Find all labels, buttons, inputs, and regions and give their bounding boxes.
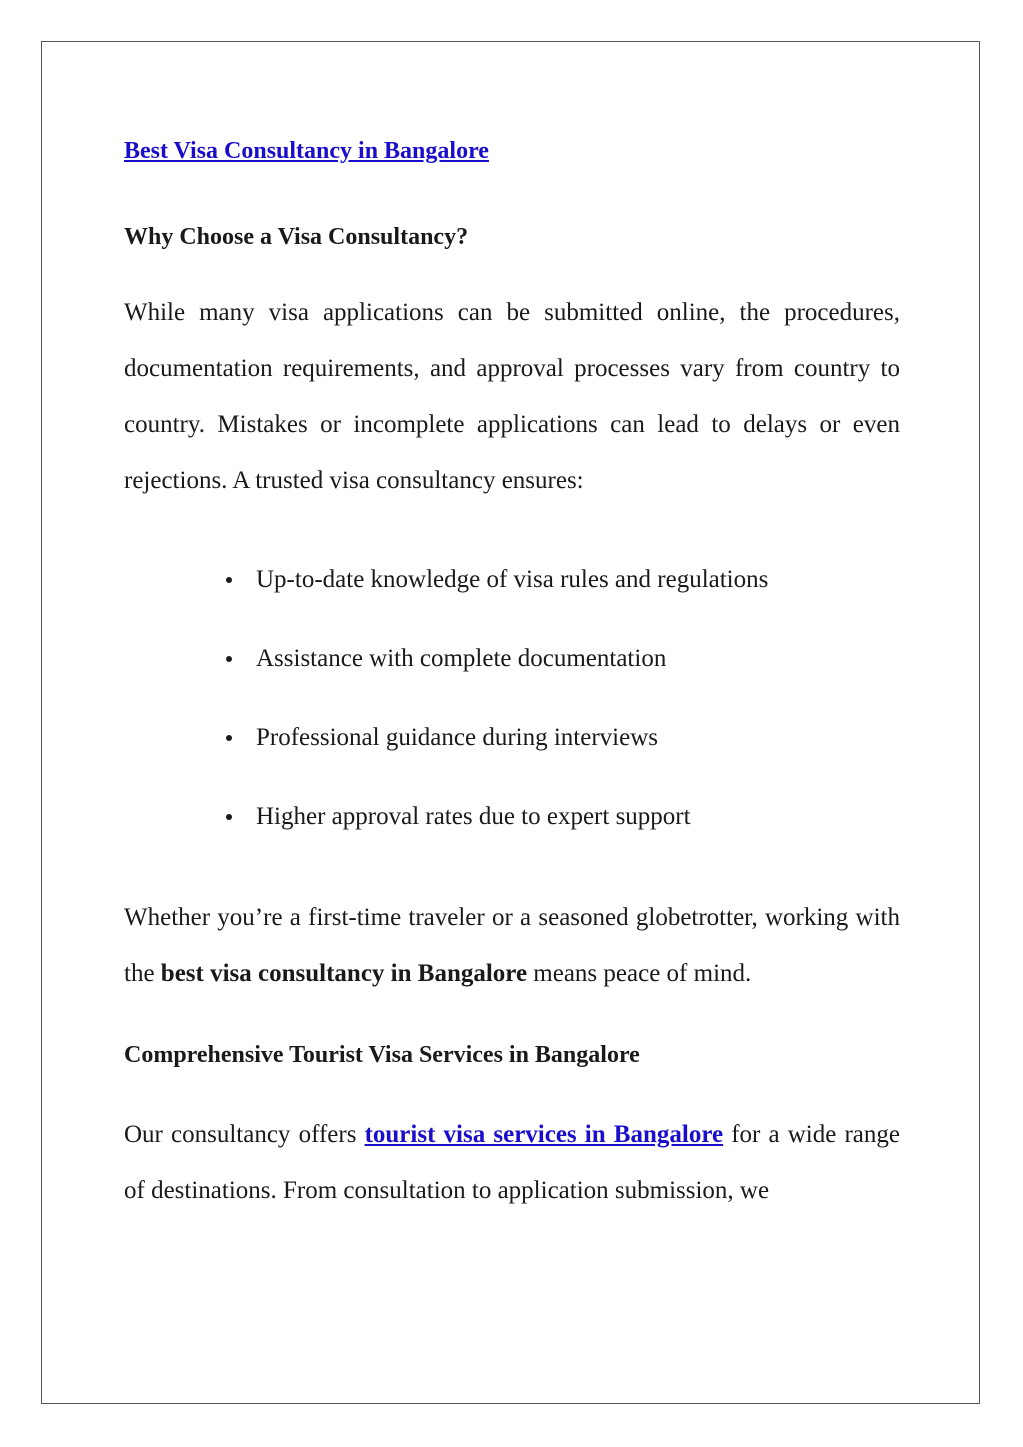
bullet-dot-icon [226,735,232,741]
list-item [226,789,768,868]
bullet-dot-icon [226,814,232,820]
bullet-dot-icon [226,656,232,662]
list-item-text: Higher approval rates due to expert support [256,803,691,830]
list-item-text: Professional guidance during interviews [256,724,658,751]
services-paragraph [124,1107,900,1219]
list-item [226,552,768,631]
intro-paragraph: While many visa applications can be submitted online, the procedures, documentation requirements, and approval processes vary from country to country. Mistakes or incomplete applications can lead to delays or even rejections. A trusted visa consultancy ensures: [124,299,900,494]
list-item-text: Assistance with complete documentation [256,645,667,672]
closing-bold-phrase: best visa consultancy in Bangalore [160,960,528,987]
tourist-visa-link[interactable]: tourist visa services in Bangalore [364,1121,724,1148]
title-link[interactable]: Best Visa Consultancy in Bangalore [124,138,489,164]
section-heading-tourist-visa: Comprehensive Tourist Visa Services in Bangalore [124,1042,640,1068]
bullet-dot-icon [226,577,232,583]
services-text-start: Our consultancy offers [124,1121,365,1148]
list-item [226,631,768,710]
closing-paragraph [124,890,900,1002]
closing-text-end: means peace of mind. [527,960,752,987]
section-heading-why-choose: Why Choose a Visa Consultancy? [124,224,469,250]
list-item [226,710,768,789]
benefits-list [226,552,768,868]
closing-text-start: Whether you’re a first-time traveler or a seasoned globetrotter, working with the [124,904,900,987]
list-item-text: Up-to-date knowledge of visa rules and regulations [256,566,769,593]
services-text-end: for a wide range of destinations. From consultation to application submission, we [124,1121,900,1204]
